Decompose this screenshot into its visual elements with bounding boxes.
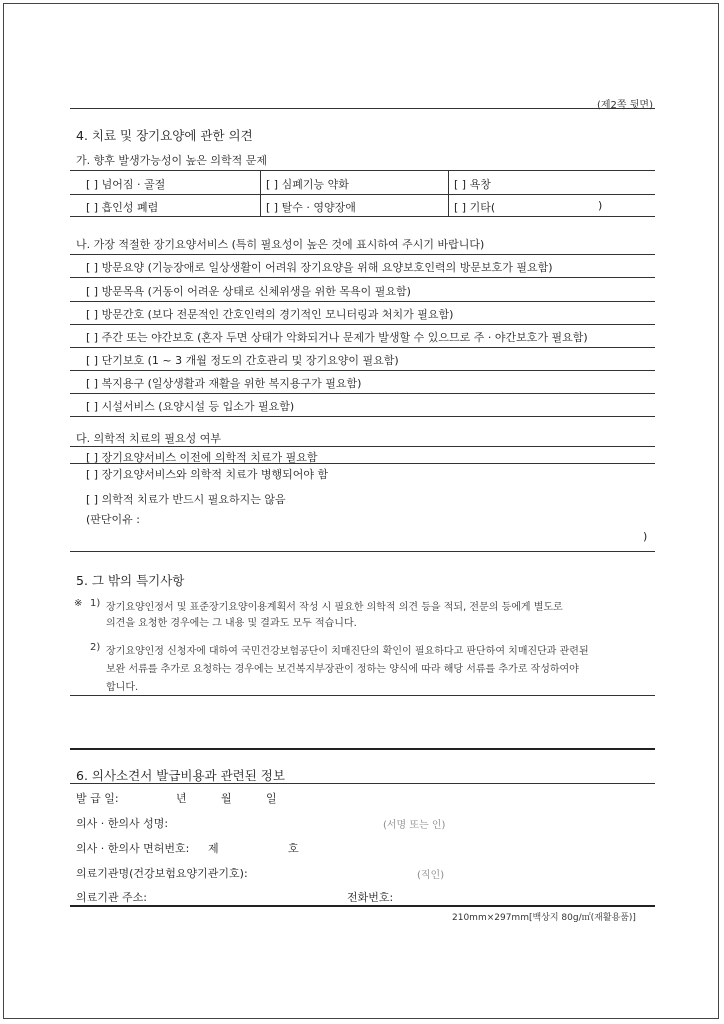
na-option-nursing[interactable]: [ ] 방문간호 (보다 전문적인 간호인력의 경기적인 모니터링과 처치가 필요함) xyxy=(86,308,454,321)
ga-option-bedsore[interactable]: [ ] 욕창 xyxy=(454,178,491,191)
section4-na-title: 나. 가장 적절한 장기요양서비스 (특히 필요성이 높은 것에 표시하여 주시기 바랍니다) xyxy=(76,238,485,251)
section4-bottom-divider xyxy=(70,551,655,552)
na-option-day-night-care[interactable]: [ ] 주간 또는 야간보호 (혼자 두면 상태가 악화되거나 문제가 발생할 수 있으므로 주 · 야간보호가 필요함) xyxy=(86,331,588,344)
issue-date-label: 발 급 일: xyxy=(76,792,119,805)
na-line-5 xyxy=(70,370,655,371)
na-option-bathing[interactable]: [ ] 방문목욕 (거동이 어려운 상태로 신체위생을 위한 목욕이 필요함) xyxy=(86,285,411,298)
ga-option-dehydration[interactable]: [ ] 탈수 · 영양장애 xyxy=(266,201,356,214)
ga-option-pneumonia[interactable]: [ ] 흡인성 폐렴 xyxy=(86,201,159,214)
section6-bottom-divider xyxy=(70,905,655,907)
license-prefix[interactable]: 제 xyxy=(208,842,219,855)
section6-title-divider xyxy=(70,783,655,784)
note-1-line-2: 의견을 요청한 경우에는 그 내용 및 결과도 모두 적습니다. xyxy=(106,618,357,629)
note-2-number: 2) xyxy=(90,642,101,653)
na-option-welfare-equipment[interactable]: [ ] 복지용구 (일상생활과 재활을 위한 복지용구가 필요함) xyxy=(86,377,362,390)
na-line-7 xyxy=(70,416,655,417)
na-line-6 xyxy=(70,393,655,394)
section5-title: 5. 그 밖의 특기사항 xyxy=(76,573,185,588)
ga-option-other-close: ) xyxy=(598,199,603,212)
section4-ga-title: 가. 향후 발생가능성이 높은 의학적 문제 xyxy=(76,154,267,167)
da-reason-label: (판단이유 : xyxy=(86,513,140,526)
na-option-home-care[interactable]: [ ] 방문요양 (기능장애로 일상생활이 어려워 장기요양을 위해 요양보호인력의 방문보호가 필요함) xyxy=(86,261,553,274)
institution-label: 의료기관명(건강보험요양기관기호): xyxy=(76,867,248,880)
issue-month[interactable]: 월 xyxy=(221,792,232,805)
da-option-parallel[interactable]: [ ] 장기요양서비스와 의학적 치료가 병행되어야 함 xyxy=(86,468,329,481)
address-label: 의료기관 주소: xyxy=(76,891,147,904)
section4-title: 4. 치료 및 장기요양에 관한 의견 xyxy=(76,128,253,143)
da-option-not-required[interactable]: [ ] 의학적 치료가 반드시 필요하지는 않음 xyxy=(86,493,286,506)
da-option-treatment-first[interactable]: [ ] 장기요양서비스 이전에 의학적 치료가 필요함 xyxy=(86,451,318,464)
issue-day[interactable]: 일 xyxy=(266,792,277,805)
license-number-label: 의사 · 한의사 면허번호: xyxy=(76,842,190,855)
na-line-4 xyxy=(70,347,655,348)
note-2-line-1: 장기요양인정 신청자에 대하여 국민건강보험공단이 치매진단의 확인이 필요하다고 판단하여 치매진단과 관련된 xyxy=(106,646,589,657)
section4-da-title: 다. 의학적 치료의 필요성 여부 xyxy=(76,432,221,445)
na-option-short-term[interactable]: [ ] 단기보호 (1 ~ 3 개월 정도의 간호관리 및 장기요양이 필요함) xyxy=(86,354,399,367)
issue-year[interactable]: 년 xyxy=(176,792,187,805)
top-divider xyxy=(70,108,655,109)
da-line-0 xyxy=(70,446,655,447)
da-line-1 xyxy=(70,463,655,464)
paper-spec-footer: 210mm×297mm[백상지 80g/㎡(재활용품)] xyxy=(452,913,636,923)
ga-table-top xyxy=(70,170,655,171)
da-reason-close: ) xyxy=(643,530,648,543)
seal-hint[interactable]: (직인) xyxy=(417,870,445,881)
na-line-1 xyxy=(70,277,655,278)
na-line-2 xyxy=(70,301,655,302)
na-option-facility[interactable]: [ ] 시설서비스 (요양시설 등 입소가 필요함) xyxy=(86,400,295,413)
ga-option-fall[interactable]: [ ] 넘어짐 · 골절 xyxy=(86,178,166,191)
section6-title: 6. 의사소견서 발급비용과 관련된 정보 xyxy=(76,768,285,783)
ga-col-divider-1 xyxy=(260,170,261,216)
license-suffix: 호 xyxy=(288,842,299,855)
section5-notes-divider xyxy=(70,695,655,696)
note-2-line-3: 합니다. xyxy=(106,682,139,693)
doctor-name-label: 의사 · 한의사 성명: xyxy=(76,817,169,830)
na-line-0 xyxy=(70,254,655,255)
na-line-3 xyxy=(70,324,655,325)
ga-option-other[interactable]: [ ] 기타( xyxy=(454,201,496,214)
ga-table-mid xyxy=(70,194,655,195)
ga-table-bottom xyxy=(70,216,655,217)
phone-label: 전화번호: xyxy=(347,891,394,904)
note-1-line-1: 장기요양인정서 및 표준장기요양이용계획서 작성 시 필요한 의학적 의견 등을 적되, 전문의 등에게 별도로 xyxy=(106,602,563,613)
note-2-line-2: 보완 서류를 추가로 요청하는 경우에는 보건복지부장관이 정하는 양식에 따라 해당 서류를 추가로 작성하여야 xyxy=(106,664,579,675)
note-mark: ※ xyxy=(74,598,83,609)
signature-hint[interactable]: (서명 또는 인) xyxy=(383,820,446,831)
ga-col-divider-2 xyxy=(448,170,449,216)
ga-option-cardiopulmonary[interactable]: [ ] 심폐기능 약화 xyxy=(266,178,349,191)
section5-bottom-divider xyxy=(70,748,655,750)
note-1-number: 1) xyxy=(90,598,101,609)
page-label: (제2쪽 뒷면) xyxy=(597,100,653,111)
